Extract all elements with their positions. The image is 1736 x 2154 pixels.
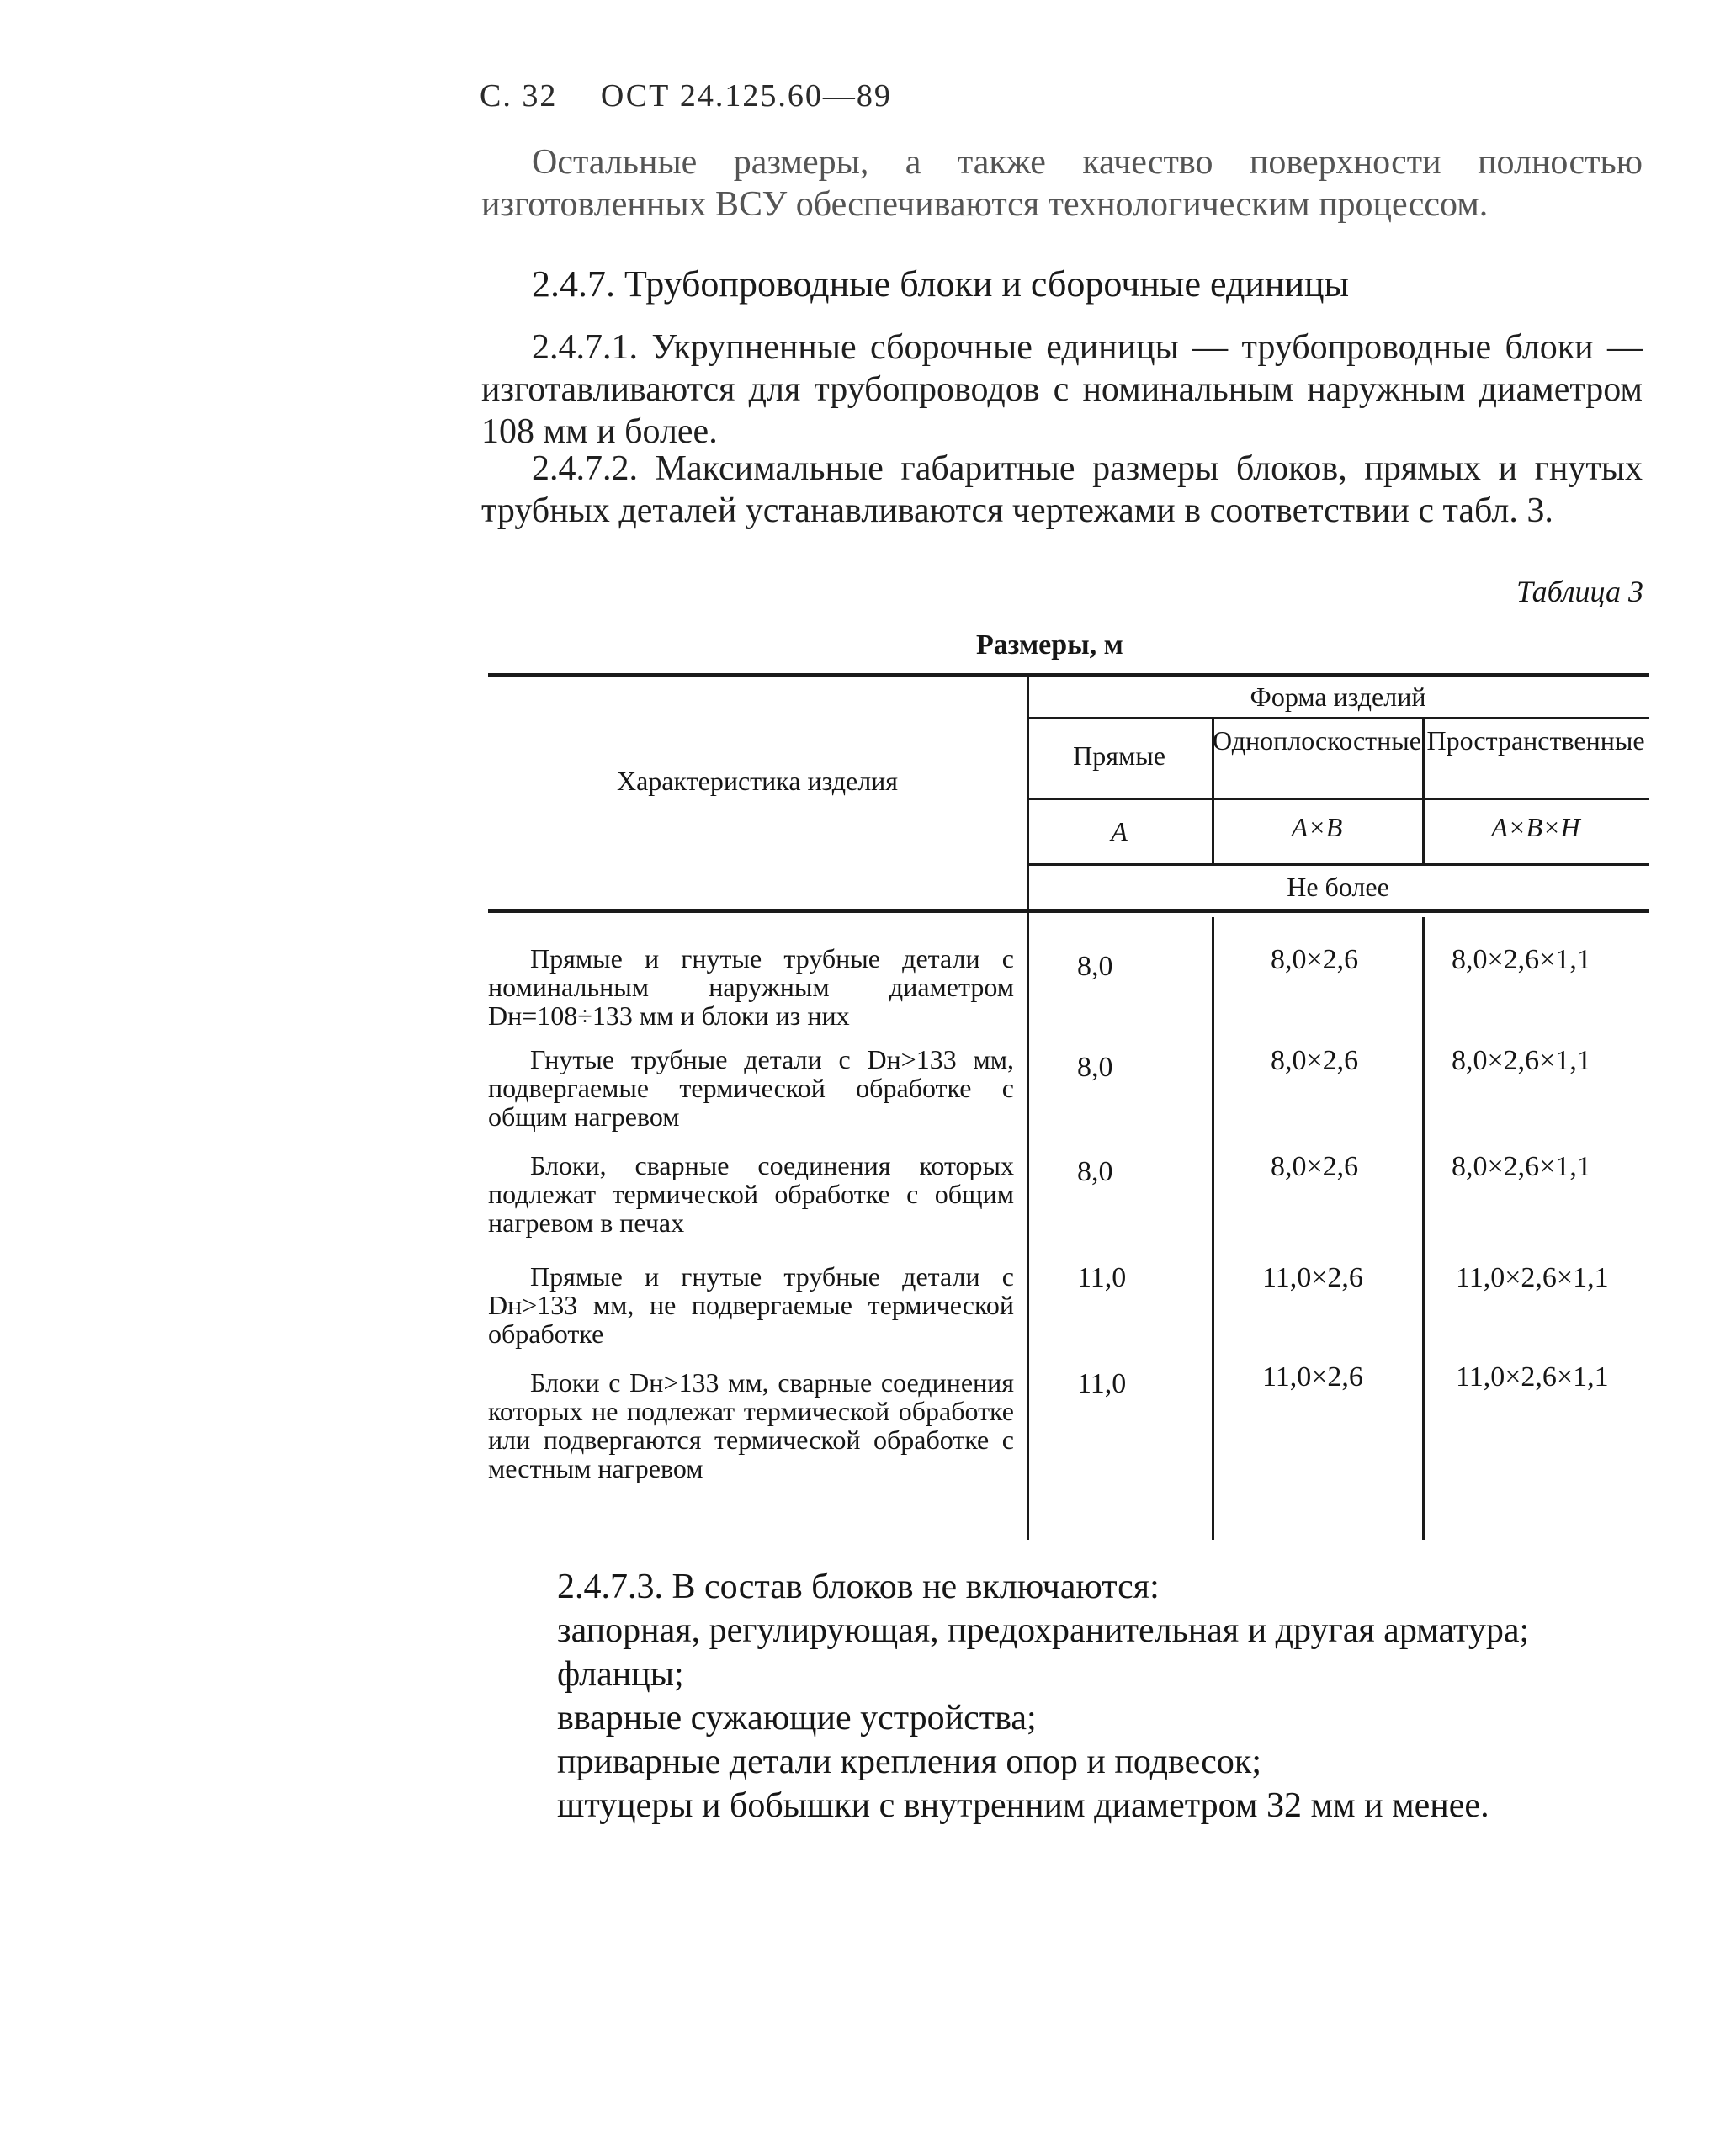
standard-code: ОСТ 24.125.60—89 [600,78,892,114]
dims-rule [1027,798,1649,800]
table-row-5-a: 11,0 [1077,1368,1127,1399]
dim-ab: A×B [1291,812,1343,842]
dim-a: A [1111,816,1128,846]
header-col-planar: Одноплоскостные [1213,725,1421,756]
table-row-3-text: Блоки, сварные соединения которых подлежат термической обработке с общим нагревом в печах [488,1150,1014,1238]
dimensions-table [488,673,1649,1540]
list-item: приварные детали крепления опор и подвесок; [557,1743,1262,1781]
col-divider-1 [1027,673,1029,1540]
header-bottom-rule [488,909,1649,913]
table-row-5-text: Блоки с Dн>133 мм, сварные соединения которых не подлежат термической обработке или подвергаются термической обработке с местным нагревом [488,1367,1014,1483]
dim-abh: A×B×H [1491,812,1580,842]
header-characteristic: Характеристика изделия [616,766,898,796]
table-row-1-abh: 8,0×2,6×1,1 [1452,944,1591,975]
table-row-3-ab: 8,0×2,6 [1271,1151,1359,1182]
not-more-label: Не более [1287,872,1389,902]
table-row-1-text: Прямые и гнутые трубные детали с номинальным наружным диаметром Dн=108÷133 мм и блоки из них [488,943,1014,1031]
paragraph-2-4-7-1: 2.4.7.1. Укрупненные сборочные единицы — трубопроводные блоки — изготавливаются для трубопроводов с номинальным наружным диаметром 108 мм и более. [481,328,1643,451]
header-col-spatial: Пространственные [1426,725,1645,756]
header-col-straight: Прямые [1073,740,1165,771]
table-row-2-text: Гнутые трубные детали с Dн>133 мм, подвергаемые термической обработке с общим нагревом [488,1044,1014,1132]
header-group: Форма изделий [1250,682,1426,712]
notmore-rule [1027,863,1649,866]
paragraph-2-4-7-2: 2.4.7.2. Максимальные габаритные размеры блоков, прямых и гнутых трубных деталей устанавливаются чертежами в соответствии с табл. 3. [481,449,1643,530]
list-item: вварные сужающие устройства; [557,1699,1037,1738]
table-row-5-ab: 11,0×2,6 [1262,1361,1363,1393]
section-title: 2.4.7. Трубопроводные блоки и сборочные единицы [532,263,1350,305]
col-divider-3 [1422,917,1425,1540]
exclusions-section [490,1565,1651,1828]
table-row-3-abh: 8,0×2,6×1,1 [1452,1151,1591,1182]
table-units: Размеры, м [976,629,1123,661]
page-header [480,77,926,114]
list-item: запорная, регулирующая, предохранительная и другая арматура; [557,1611,1530,1650]
intro-paragraph: Остальные размеры, а также качество поверхности полностью изготовленных ВСУ обеспечиваются технологическим процессом. [481,143,1643,224]
table-row-4-text: Прямые и гнутые трубные детали с Dн>133 мм, не подвергаемые термической обработке [488,1261,1014,1349]
table-row-1-a: 8,0 [1077,951,1113,982]
list-item: фланцы; [557,1655,684,1694]
col-divider-2 [1212,917,1214,1540]
table-row-5-abh: 11,0×2,6×1,1 [1456,1361,1609,1393]
group-rule [1027,717,1649,719]
table-row-2-a: 8,0 [1077,1052,1113,1083]
page-number: С. 32 [480,78,558,114]
table-row-3-a: 8,0 [1077,1156,1113,1187]
table-row-4-a: 11,0 [1077,1262,1127,1293]
table-row-2-ab: 8,0×2,6 [1271,1045,1359,1076]
table-row-4-ab: 11,0×2,6 [1262,1262,1363,1293]
table-top-rule [488,673,1649,677]
table-row-1-ab: 8,0×2,6 [1271,944,1359,975]
table-label: Таблица 3 [1516,575,1643,608]
list-item: штуцеры и бобышки с внутренним диаметром 32 мм и менее. [557,1786,1489,1825]
table-row-4-abh: 11,0×2,6×1,1 [1456,1262,1609,1293]
table-row-2-abh: 8,0×2,6×1,1 [1452,1045,1591,1076]
paragraph-2-4-7-3: 2.4.7.3. В состав блоков не включаются: [557,1568,1160,1606]
